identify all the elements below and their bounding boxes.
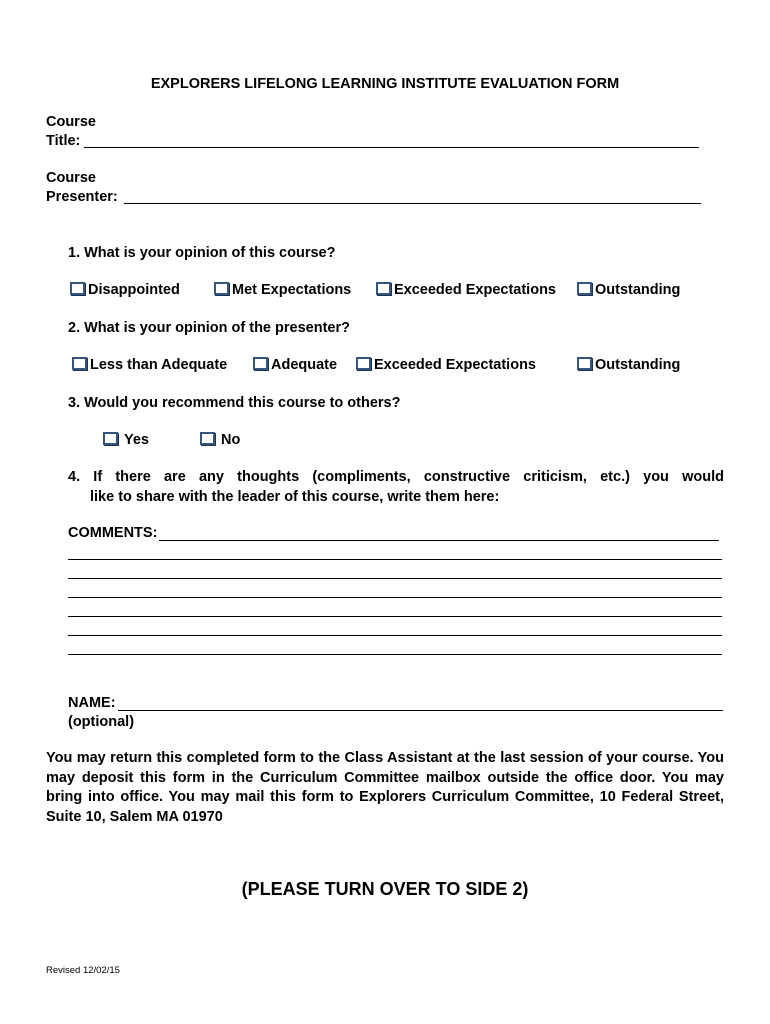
question-4-line1: 4. If there are any thoughts (compliments, constructive criticism, etc.) you would: [68, 469, 724, 485]
course-title-field[interactable]: [84, 133, 699, 148]
comments-line-3[interactable]: [68, 564, 722, 579]
checkbox-icon[interactable]: [356, 357, 371, 370]
q1-option-met-expectations[interactable]: Met Expectations: [214, 282, 351, 298]
comments-line-6[interactable]: [68, 621, 722, 636]
checkbox-icon[interactable]: [253, 357, 268, 370]
q2-option-outstanding[interactable]: Outstanding: [577, 357, 680, 373]
name-label: NAME:: [68, 695, 116, 711]
question-2: 2. What is your opinion of the presenter?: [68, 320, 350, 336]
checkbox-icon[interactable]: [72, 357, 87, 370]
question-1: 1. What is your opinion of this course?: [68, 245, 336, 261]
q2-option-exceeded-expectations[interactable]: Exceeded Expectations: [356, 357, 536, 373]
comments-label: COMMENTS:: [68, 525, 158, 541]
name-field[interactable]: [118, 696, 723, 711]
comments-line-5[interactable]: [68, 602, 722, 617]
checkbox-icon[interactable]: [103, 432, 118, 445]
checkbox-icon[interactable]: [376, 282, 391, 295]
form-title: EXPLORERS LIFELONG LEARNING INSTITUTE EVALUATION FORM: [150, 76, 620, 92]
q1-option-disappointed[interactable]: Disappointed: [70, 282, 180, 298]
question-3: 3. Would you recommend this course to others?: [68, 395, 401, 411]
comments-line-7[interactable]: [68, 640, 722, 655]
comments-line-4[interactable]: [68, 583, 722, 598]
presenter-label-line1: Course: [46, 170, 96, 186]
question-4-line2: like to share with the leader of this course, write them here:: [90, 488, 500, 505]
comments-line-2[interactable]: [68, 545, 722, 560]
q2-option-less-than-adequate[interactable]: Less than Adequate: [72, 357, 227, 373]
comments-line-1[interactable]: [159, 526, 719, 541]
checkbox-icon[interactable]: [70, 282, 85, 295]
course-title-label-line1: Course: [46, 114, 96, 130]
checkbox-icon[interactable]: [200, 432, 215, 445]
checkbox-icon[interactable]: [214, 282, 229, 295]
checkbox-icon[interactable]: [577, 282, 592, 295]
q2-option-adequate[interactable]: Adequate: [253, 357, 337, 373]
name-optional-note: (optional): [68, 714, 135, 730]
question-4: [68, 468, 724, 507]
turn-over-notice: (PLEASE TURN OVER TO SIDE 2): [241, 879, 529, 899]
q3-option-no[interactable]: No: [200, 432, 240, 448]
checkbox-icon[interactable]: [577, 357, 592, 370]
presenter-field[interactable]: [124, 189, 701, 204]
course-title-label-line2: Title:: [46, 133, 81, 149]
q1-option-outstanding[interactable]: Outstanding: [577, 282, 680, 298]
q3-option-yes[interactable]: Yes: [103, 432, 149, 448]
q1-option-exceeded-expectations[interactable]: Exceeded Expectations: [376, 282, 556, 298]
revision-date: Revised 12/02/15: [46, 965, 120, 976]
return-instructions: You may return this completed form to the Class Assistant at the last session of your course. You may deposit this form in the Curriculum Committee mailbox outside the office door. You may bring into office. You may mail this form to Explorers Curriculum Committee, 10 Federal Street, Suite 10, Salem MA 01970: [46, 750, 724, 825]
presenter-label-line2: Presenter:: [46, 189, 118, 205]
